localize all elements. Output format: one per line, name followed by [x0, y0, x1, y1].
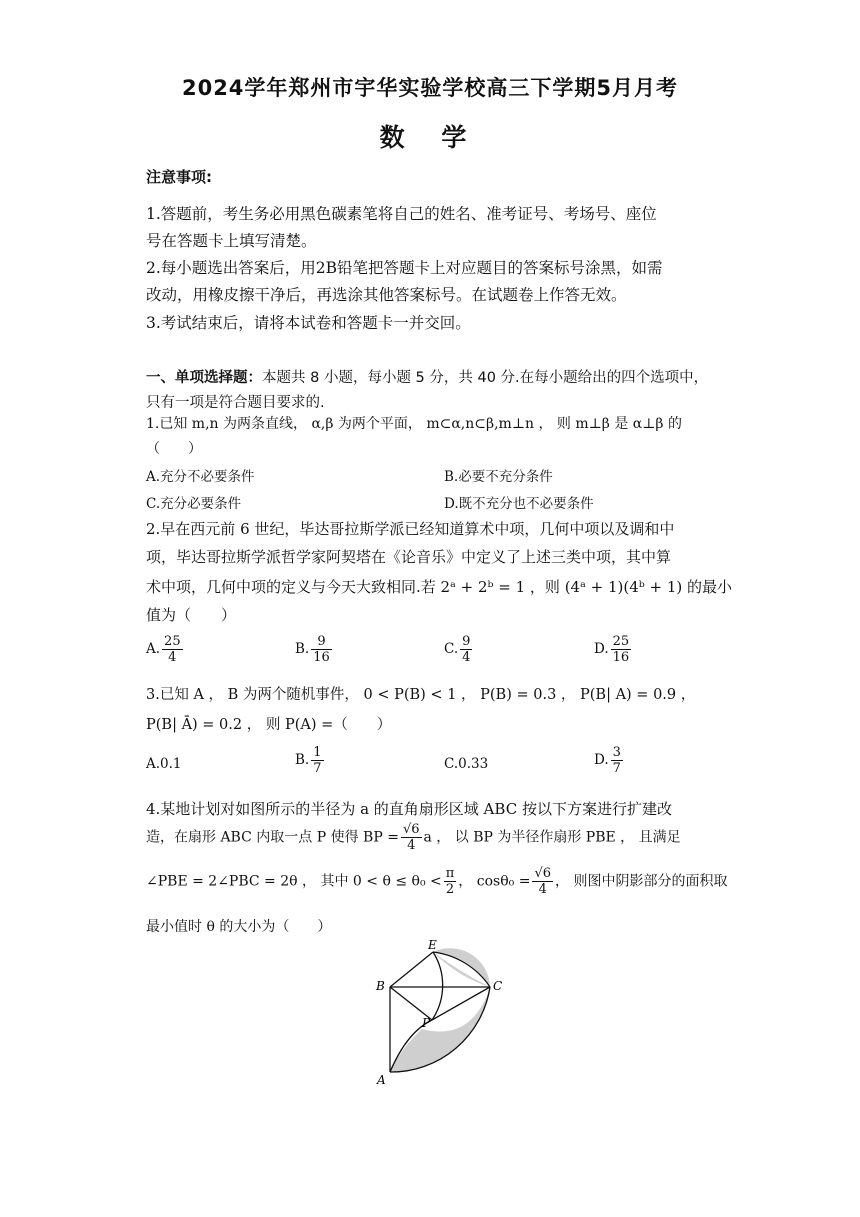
- q1-option-d: D.既不充分也不必要条件: [444, 496, 594, 512]
- q1-option-a: A.充分不必要条件: [146, 469, 255, 485]
- denominator: 16: [313, 650, 330, 665]
- fraction: [162, 634, 183, 665]
- denominator: 4: [538, 882, 547, 897]
- denominator: 16: [612, 650, 630, 665]
- label-p: P: [422, 1016, 431, 1030]
- q2-line3: 术中项，几何中项的定义与今天大致相同.若 2ᵃ + 2ᵇ = 1 ，则 (4ᵃ + 1)(4ᵇ + 1) 的最小: [146, 578, 733, 596]
- numerator: 9: [311, 634, 332, 650]
- numerator: 25: [612, 634, 630, 649]
- numerator: 1: [313, 745, 322, 760]
- subject-title: 数 学: [379, 123, 481, 152]
- q2-option-d: [594, 634, 633, 665]
- option-value: 0.1: [160, 756, 182, 772]
- exam-title: 2024学年郑州市宇华实验学校高三下学期5月月考: [181, 76, 679, 100]
- q1-paren: （ ）: [146, 441, 202, 457]
- fraction: [611, 745, 623, 776]
- text: a ， 以 BP 为半径作扇形 PBE ， 且满足: [423, 829, 681, 846]
- label-b: B: [376, 979, 385, 993]
- sector-figure: [362, 932, 512, 1092]
- q2-option-c: [444, 634, 474, 665]
- fraction: [444, 866, 457, 897]
- numerator: √6: [402, 822, 420, 837]
- label-e: E: [428, 938, 437, 952]
- option-letter: B.: [295, 752, 310, 768]
- q3-option-b: [295, 745, 326, 776]
- denominator: 7: [313, 761, 322, 776]
- fraction: [460, 634, 472, 665]
- q2-option-a: [146, 634, 185, 665]
- fraction: [611, 634, 632, 665]
- section-heading: [146, 366, 708, 387]
- denominator: 2: [445, 882, 455, 897]
- q3-line1: 3.已知 A ， B 为两个随机事件， 0 < P(B) < 1 ， P(B) = 0.3 ， P(B| A) = 0.9 ，: [146, 687, 696, 703]
- option-letter: D.: [594, 641, 609, 657]
- q1-stem: 1.已知 m,n 为两条直线， α,β 为两个平面， m⊂α,n⊂β,m⊥n ， 则 m⊥β 是 α⊥β 的: [146, 416, 682, 432]
- fraction: [532, 866, 553, 897]
- section-text: 本题共 8 小题，每小题 5 分，共 40 分.在每小题给出的四个选项中，: [262, 370, 709, 386]
- q4-line4: 最小值时 θ 的大小为（ ）: [146, 919, 332, 935]
- q2-line4: 值为（ ）: [146, 606, 237, 624]
- q3-option-a: [146, 756, 182, 772]
- q1-option-b: B.必要不充分条件: [444, 469, 553, 485]
- option-letter: A.: [146, 641, 161, 657]
- option-letter: A.: [146, 756, 161, 772]
- label-c: C: [493, 979, 503, 993]
- section-label: 一、单项选择题：: [146, 370, 262, 386]
- q2-option-b: [295, 634, 334, 665]
- denominator: 4: [168, 650, 177, 665]
- option-letter: C.: [444, 756, 459, 772]
- q2-line2: 项，毕达哥拉斯学派哲学家阿契塔在《论音乐》中定义了上述三类中项，其中算: [146, 548, 672, 566]
- q4-line3: [146, 866, 727, 897]
- numerator: 25: [164, 634, 181, 649]
- q3-line2: P(B| Ā) = 0.2 ， 则 P(A) =（ ）: [146, 717, 392, 733]
- fraction: [311, 634, 332, 665]
- fraction: [311, 745, 323, 776]
- option-value: 0.33: [458, 756, 489, 772]
- denominator: 4: [462, 650, 471, 665]
- text: ， 则图中阴影部分的面积取: [555, 873, 728, 890]
- note-line: 3.考试结束后，请将本试卷和答题卡一并交回。: [146, 314, 471, 332]
- label-a: A: [377, 1073, 386, 1087]
- notes-heading: 注意事项:: [146, 168, 212, 186]
- option-letter: B.: [295, 641, 310, 657]
- text: ， cosθ₀ =: [458, 873, 531, 890]
- q4-line2: [146, 822, 681, 853]
- q4-line1: 4.某地计划对如图所示的半径为 a 的直角扇形区域 ABC 按以下方案进行扩建改: [146, 800, 672, 818]
- denominator: 7: [612, 761, 621, 776]
- numerator: √6: [534, 866, 551, 881]
- q3-option-c: [444, 756, 488, 772]
- numerator: 3: [612, 745, 621, 760]
- note-line: 1.答题前，考生务必用黑色碳素笔将自己的姓名、准考证号、考场号、座位: [146, 205, 657, 223]
- text: 造，在扇形 ABC 内取一点 P 使得 BP =: [146, 829, 399, 846]
- section-text-2: 只有一项是符合题目要求的.: [146, 395, 325, 411]
- fraction: [401, 822, 422, 853]
- numerator: 9: [462, 634, 471, 649]
- text: ∠PBE = 2∠PBC = 2θ ， 其中 0 < θ ≤ θ₀ <: [146, 873, 442, 890]
- note-line: 2.每小题选出答案后，用2B铅笔把答题卡上对应题目的答案标号涂黑，如需: [146, 259, 663, 277]
- option-letter: C.: [444, 641, 459, 657]
- q2-line1: 2.早在西元前 6 世纪，毕达哥拉斯学派已经知道算术中项，几何中项以及调和中: [146, 520, 675, 538]
- numerator: π: [445, 866, 455, 881]
- q3-option-d: [594, 745, 625, 776]
- denominator: 4: [407, 838, 416, 853]
- q1-option-c: C.充分必要条件: [146, 496, 242, 512]
- note-line: 改动，用橡皮擦干净后，再选涂其他答案标号。在试题卷上作答无效。: [146, 286, 627, 304]
- note-line: 号在答题卡上填写清楚。: [146, 232, 317, 250]
- option-letter: D.: [594, 752, 609, 768]
